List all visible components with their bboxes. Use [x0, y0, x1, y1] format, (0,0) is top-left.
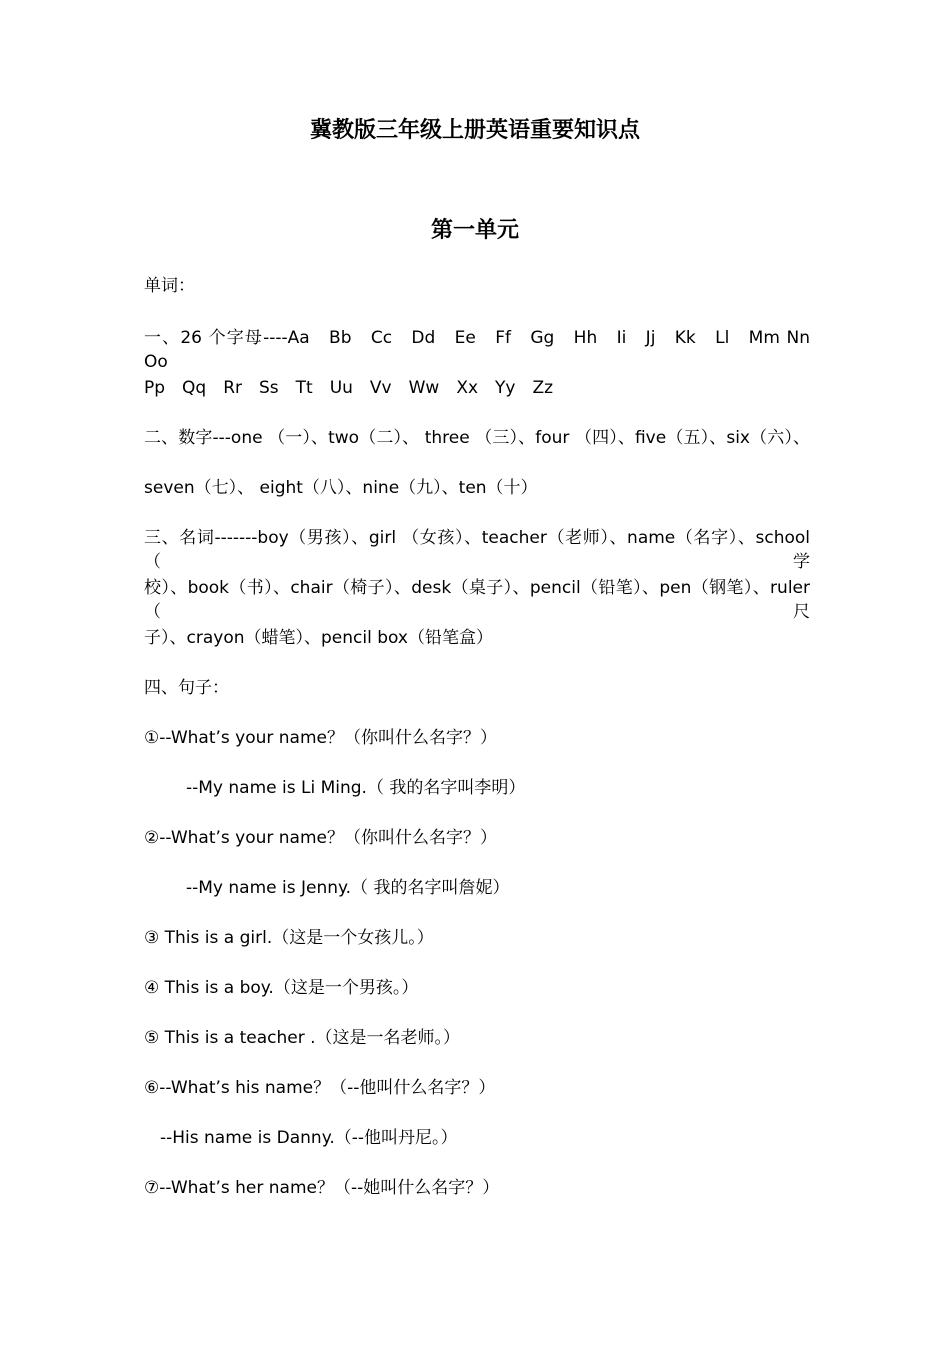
- sentence-7-question: ⑦--What’s her name？（--她叫什么名字？）: [144, 1178, 500, 1198]
- numbers-line-2: seven（七）、 eight（八）、nine（九）、ten（十）: [144, 478, 538, 498]
- nouns-line-2: 校）、book（书）、chair（椅子）、desk（桌子）、pencil（铅笔）、pen（钢笔）、ruler（尺: [144, 578, 810, 622]
- sentence-5: ⑤ This is a teacher .（这是一名老师。）: [144, 1028, 461, 1048]
- document-title: 冀教版三年级上册英语重要知识点: [309, 118, 640, 143]
- nouns-line-1: 三、名词-------boy（男孩）、girl （女孩）、teacher（老师）、name（名字）、school （学: [144, 528, 810, 572]
- nouns-line-3: 子）、crayon（蜡笔）、pencil box（铅笔盒）: [144, 628, 493, 648]
- sentence-1-answer: --My name is Li Ming.（ 我的名字叫李明）: [186, 778, 526, 798]
- sentences-heading: 四、句子：: [144, 678, 229, 698]
- sentence-1-question: ①--What’s your name？（你叫什么名字？）: [144, 728, 497, 748]
- sentence-6-question: ⑥--What’s his name？（--他叫什么名字？）: [144, 1078, 496, 1098]
- numbers-line-1: 二、数字---one （一）、two（二）、 three （三）、four （四）、five（五）、six（六）、: [144, 428, 810, 448]
- sentence-2-answer: --My name is Jenny.（ 我的名字叫詹妮）: [186, 878, 510, 898]
- alphabet-line-2: Pp Qq Rr Ss Tt Uu Vv Ww Xx Yy Zz: [144, 378, 554, 398]
- unit-title: 第一单元: [430, 218, 519, 243]
- sentence-4: ④ This is a boy.（这是一个男孩。）: [144, 978, 419, 998]
- sentence-6-answer: --His name is Danny.（--他叫丹尼。）: [160, 1128, 458, 1148]
- alphabet-line-1: 一、26 个字母----Aa Bb Cc Dd Ee Ff Gg Hh Ii Jj Kk Ll Mm Nn Oo: [144, 328, 827, 372]
- sentence-3: ③ This is a girl.（这是一个女孩儿。）: [144, 928, 434, 948]
- vocab-heading: 单词：: [144, 276, 195, 296]
- sentence-2-question: ②--What’s your name？（你叫什么名字？）: [144, 828, 497, 848]
